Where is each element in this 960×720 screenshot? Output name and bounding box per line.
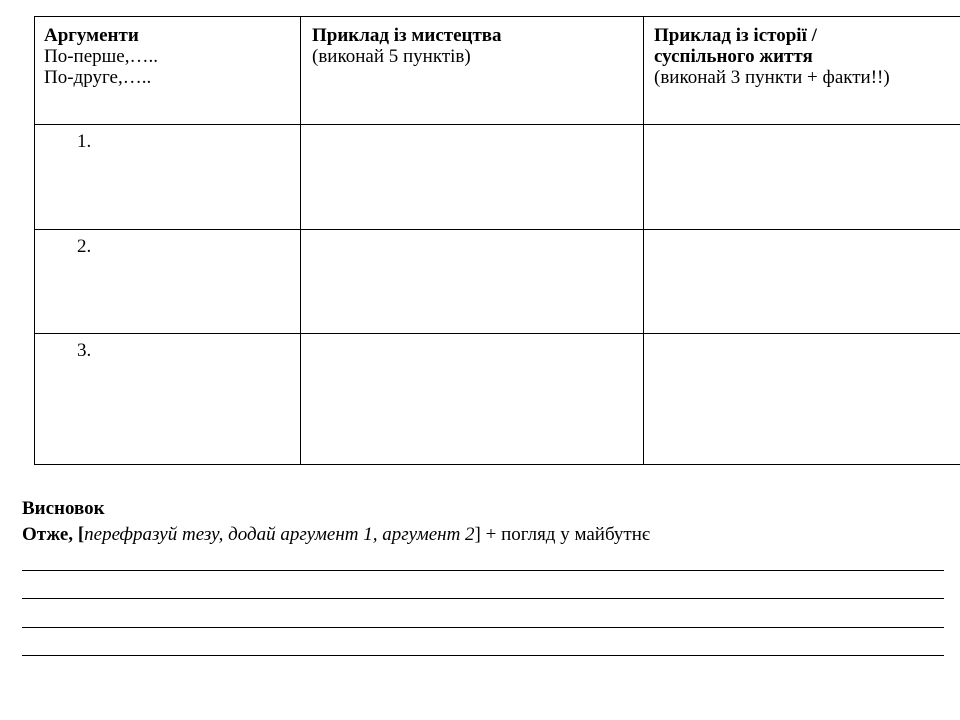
arguments-table: [34, 16, 960, 465]
header-history-example-note: (виконай 3 пункти + факти!!): [654, 67, 890, 88]
conclusion-section: [22, 496, 952, 548]
header-art-example-cell: [301, 17, 644, 124]
row-number-cell: [35, 125, 301, 229]
header-arguments-title: Аргументи: [44, 25, 139, 46]
header-art-example-note: (виконай 5 пунктів): [312, 46, 471, 67]
conclusion-bracket-close: ]: [474, 524, 481, 545]
table-row: [35, 230, 960, 334]
conclusion-instruction: перефразуй тезу, додай аргумент 1, аргумент 2: [84, 524, 475, 545]
header-history-example-title-1: Приклад із історії /: [654, 25, 817, 46]
row-number: 1.: [77, 131, 92, 152]
row-number-cell: [35, 230, 301, 333]
header-art-example-title: Приклад із мистецтва: [312, 25, 502, 46]
art-example-cell: [301, 230, 644, 333]
answer-line[interactable]: [22, 655, 944, 656]
header-arguments-cell: [35, 17, 301, 124]
row-number-cell: [35, 334, 301, 465]
answer-line[interactable]: [22, 570, 944, 571]
art-example-cell: [301, 125, 644, 229]
answer-line[interactable]: [22, 627, 944, 628]
header-history-example-title-2: суспільного життя: [654, 46, 813, 67]
table-header-row: [35, 17, 960, 125]
row-number: 2.: [77, 236, 92, 257]
history-example-cell: [644, 125, 960, 229]
history-example-cell: [644, 230, 960, 333]
table-row: [35, 125, 960, 230]
row-number: 3.: [77, 340, 92, 361]
header-arguments-second: По-друге,…..: [44, 67, 152, 88]
header-arguments-first: По-перше,…..: [44, 46, 158, 67]
conclusion-bracket-open: [: [77, 524, 85, 545]
history-example-cell: [644, 334, 960, 465]
conclusion-lead: Отже,: [22, 524, 74, 545]
art-example-cell: [301, 334, 644, 465]
conclusion-tail: + погляд у майбутнє: [480, 524, 651, 545]
header-history-example-cell: [644, 17, 960, 124]
conclusion-heading: Висновок: [22, 498, 105, 519]
table-row: [35, 334, 960, 465]
answer-line[interactable]: [22, 598, 944, 599]
conclusion-instruction-line: [22, 522, 952, 548]
